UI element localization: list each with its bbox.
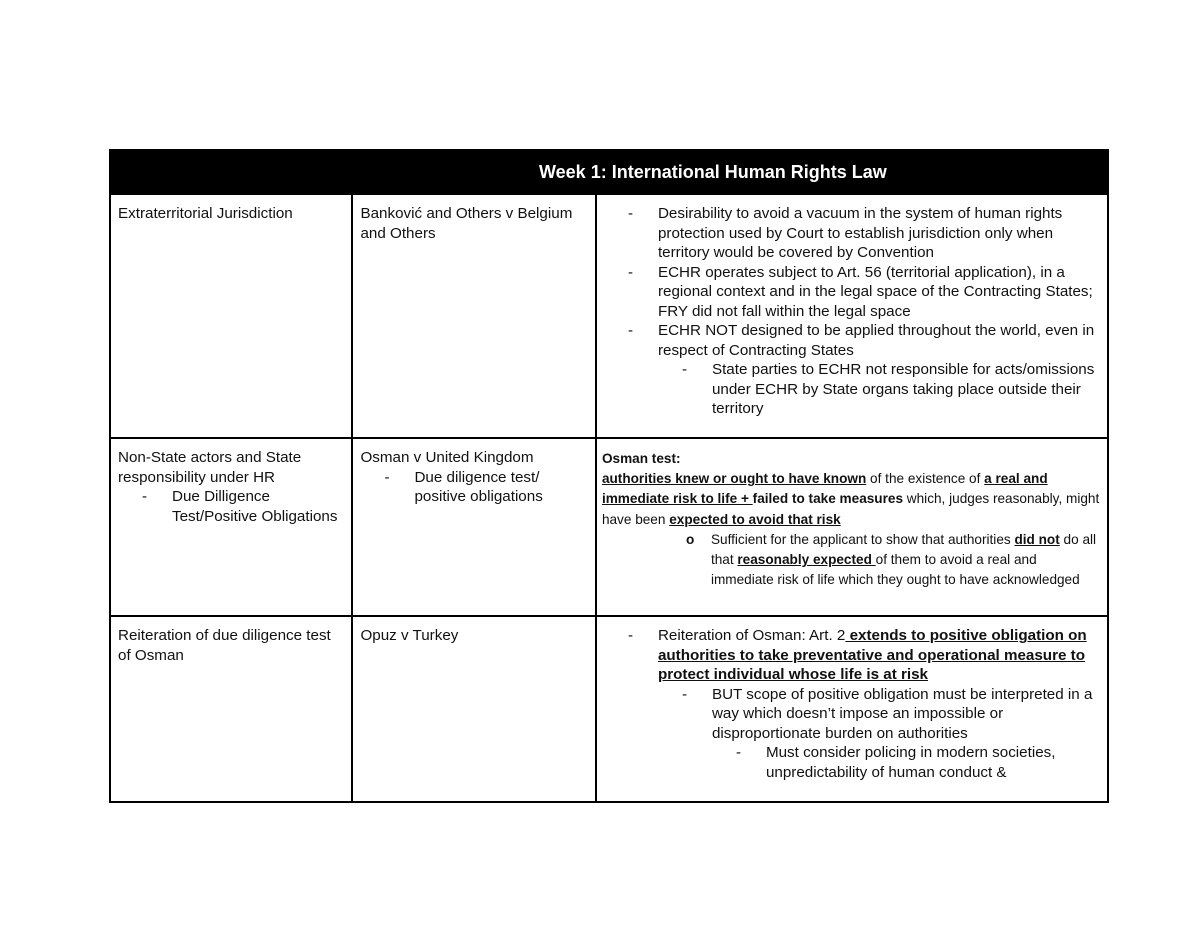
test-part: of the existence of [866, 471, 985, 487]
topic-cell [110, 616, 352, 802]
topic-cell [110, 194, 352, 438]
test-part: expected to avoid that risk [669, 511, 841, 527]
notes-list [604, 204, 1100, 419]
sub-list [658, 360, 1100, 419]
topic-sub-list [118, 487, 344, 526]
table-row [110, 438, 1108, 616]
bullet-part: Sufficient for the applicant to show that authorities [710, 531, 1015, 547]
topic-text: Non-State actors and State responsibility under HR [118, 449, 302, 486]
case-cell [352, 438, 595, 616]
list-item: - Due diligence test/ positive obligations [360, 468, 587, 507]
notes-table [109, 149, 1109, 803]
test-part: which, judges reasonably, might have been [601, 491, 1100, 527]
test-part: a real and immediate risk to life + [601, 471, 1048, 507]
case-sub-list [360, 468, 587, 507]
table-header-row [110, 150, 1108, 194]
case-text: Opuz v Turkey [360, 627, 459, 644]
test-definition [602, 469, 1102, 530]
case-text: Osman v United Kingdom [360, 449, 534, 466]
list-item-lead: Reiteration of Osman: Art. 2 [657, 627, 846, 644]
case-text: Banković and Others v Belgium and Others [360, 205, 573, 242]
notes-cell [596, 616, 1108, 802]
page-title: Week 1: International Human Rights Law [539, 161, 887, 182]
bullet-part: of them to avoid a real and immediate risk of life which they ought to have acknowledged [710, 552, 1080, 588]
list-item: - ECHR operates subject to Art. 56 (territorial application), in a regional context and in the legal space of the Contracting States; FRY did not fall within the legal space [604, 263, 1100, 322]
notes-cell [596, 438, 1108, 616]
bullet-part: reasonably expected [737, 552, 876, 568]
notes-sheet [109, 149, 1109, 803]
list-item [602, 530, 1102, 591]
sub-list-item [658, 685, 1100, 783]
list-item [604, 321, 1100, 419]
notes-cell [596, 194, 1108, 438]
case-cell [352, 194, 595, 438]
test-part: failed to take measures [752, 491, 904, 507]
table-row [110, 194, 1108, 438]
list-item [604, 626, 1100, 782]
list-item-text: ECHR NOT designed to be applied throughout the world, even in respect of Contracting States [657, 322, 1095, 359]
list-item: - Due Dilligence Test/Positive Obligations [118, 487, 344, 526]
sub-list-item: - State parties to ECHR not responsible for acts/omissions under ECHR by State organs taking place outside their territory [658, 360, 1100, 419]
topic-text: Extraterritorial Jurisdiction [118, 205, 293, 222]
sub-sub-list [712, 743, 1100, 782]
sub-list-item-text: BUT scope of positive obligation must be interpreted in a way which doesn’t impose an impossible or disproportionate burden on authorities [711, 685, 1093, 742]
header-cell [110, 150, 1108, 194]
list-item-emphasis: extends to positive obligation on authorities to take preventative and operational measure to protect individual whose life is at risk [657, 627, 1087, 683]
list-item: - Desirability to avoid a vacuum in the system of human rights protection used by Court to establish jurisdiction only when territory would be covered by Convention [604, 204, 1100, 263]
sub-sub-list-item: - Must consider policing in modern societies, unpredictability of human conduct & [712, 743, 1100, 782]
bullet-part: do all that [710, 531, 1097, 568]
table-row [110, 616, 1108, 802]
topic-cell [110, 438, 352, 616]
topic-text: Reiteration of due diligence test of Osman [118, 627, 331, 664]
test-heading: Osman test: [601, 451, 681, 466]
case-cell [352, 616, 595, 802]
test-part: authorities knew or ought to have known [601, 471, 867, 487]
bullet-part: did not [1014, 531, 1060, 547]
notes-list [604, 626, 1100, 782]
bullet-marker: o [685, 531, 695, 547]
sub-list [658, 685, 1100, 783]
